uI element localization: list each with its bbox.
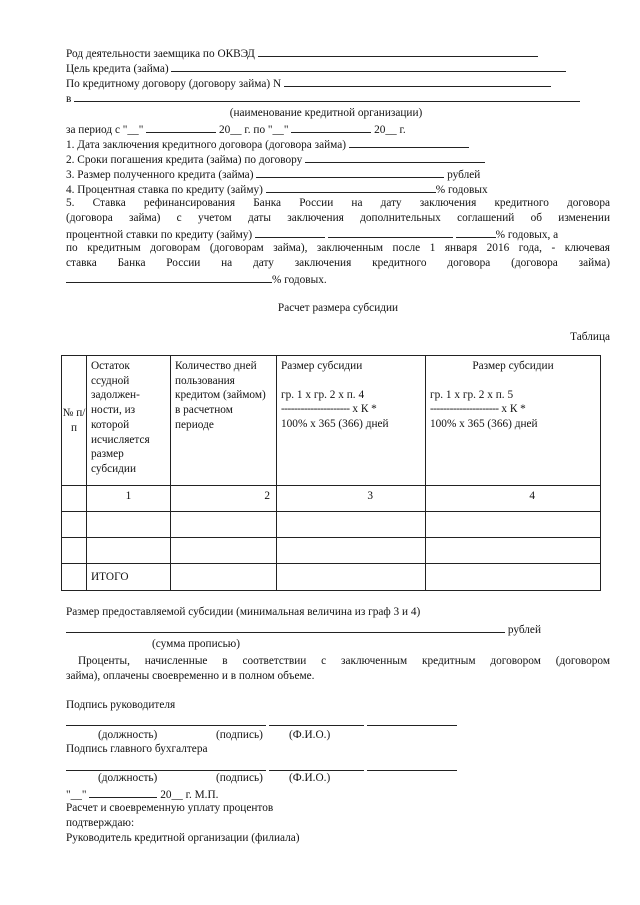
table-header-row: [62, 356, 601, 486]
table-row: [62, 512, 601, 538]
table-cell: [62, 564, 87, 591]
head-position-caption: (должность): [98, 729, 158, 741]
header-balance: Остаток ссудной задолжен-ности, из которой исчисляется размер субсидии: [87, 356, 171, 486]
acc-fio-caption: (Ф.И.О.): [289, 772, 331, 784]
contract-field[interactable]: [284, 75, 551, 87]
table-cell[interactable]: [87, 538, 171, 564]
okved-label: Род деятельности заемщика по ОКВЭД: [66, 48, 255, 60]
org-caption: (наименование кредитной организации): [229, 107, 423, 119]
sign-head-label: Подпись руководителя: [66, 699, 176, 711]
item-4-unit: % годовых: [435, 184, 488, 196]
header-subsidy-2-dashes: ---------------------: [430, 403, 499, 416]
period-end-label: 20__ г.: [374, 124, 406, 136]
item-5-key-rate-field[interactable]: [66, 271, 272, 283]
item-5-rate-unit: % годовых, а: [495, 229, 559, 241]
okved-field[interactable]: [258, 45, 538, 57]
header-days: Количество дней пользования кредитом (займом) в расчетном периоде: [171, 356, 277, 486]
header-subsidy-1-title: Размер субсидии: [281, 360, 363, 372]
header-subsidy-1-denom: 100% x 365 (366) дней: [281, 418, 389, 431]
amount-label: Размер предоставляемой субсидии (минимальная величина из граф 3 и 4): [66, 606, 421, 618]
date-month-field[interactable]: [89, 786, 157, 798]
item-2-field[interactable]: [305, 151, 485, 163]
purpose-field[interactable]: [171, 60, 566, 72]
table-cell[interactable]: [62, 538, 87, 564]
period-to-label: 20__ г. по "__": [218, 124, 289, 136]
acc-position-field[interactable]: [66, 759, 266, 771]
acc-signature-field[interactable]: [269, 759, 364, 771]
header-subsidy-1-dashes: ---------------------: [281, 403, 350, 416]
colnum-4: 4: [426, 486, 601, 512]
acc-position-caption: (должность): [98, 772, 158, 784]
org-field[interactable]: [74, 90, 580, 102]
period-from-label: за период с "__": [66, 124, 144, 136]
item-5-line-2: (договора займа) с учетом даты заключения дополнительных соглашений об изменении: [66, 212, 610, 224]
org-in-label: в: [66, 93, 72, 105]
header-no: № п/п: [62, 356, 87, 486]
item-5-line-4: по кредитным договорам (договорам займа), заключенным после 1 января 2016 года, - ключевая: [66, 242, 610, 254]
item-5-line-1: 5. Ставка рефинансирования Банка России на дату заключения кредитного договора: [66, 197, 610, 209]
purpose-label: Цель кредита (займа): [66, 63, 169, 75]
colnum-1: 1: [87, 486, 171, 512]
acc-fio-field[interactable]: [367, 759, 457, 771]
colnum-2: 2: [171, 486, 277, 512]
item-5-field-b[interactable]: [328, 226, 453, 238]
table-cell[interactable]: [277, 538, 426, 564]
head-signature-field[interactable]: [269, 714, 364, 726]
table-cell[interactable]: [426, 538, 601, 564]
table-row: [62, 538, 601, 564]
head-signature-caption: (подпись): [216, 729, 263, 741]
item-5-rate-label: процентной ставки по кредиту (займу): [66, 229, 253, 241]
colnum-empty: [62, 486, 87, 512]
item-5-key-rate-unit: % годовых.: [272, 274, 327, 286]
item-3-field[interactable]: [256, 166, 444, 178]
calc-title: Расчет размера субсидии: [277, 302, 399, 314]
contract-label: По кредитному договору (договору займа) N: [66, 78, 282, 90]
amount-field[interactable]: [66, 621, 505, 633]
head-org-label: Руководитель кредитной организации (филиала): [66, 832, 300, 844]
confirm-line-1: Расчет и своевременную уплату процентов: [66, 802, 274, 814]
subsidy-table: [61, 355, 601, 591]
item-4-field[interactable]: [266, 181, 436, 193]
interest-line-1: Проценты, начисленные в соответствии с заключенным кредитным договором (договором: [78, 655, 610, 667]
amount-line: [66, 621, 541, 638]
org-line: [66, 90, 580, 107]
head-fio-field[interactable]: [367, 714, 457, 726]
item-5-line-5: ставка Банка России на дату заключения кредитного договора (договора займа): [66, 257, 610, 269]
date-day-label: "__": [66, 789, 87, 801]
period-to-field[interactable]: [291, 121, 371, 133]
table-cell[interactable]: [277, 512, 426, 538]
amount-unit: рублей: [507, 624, 541, 636]
table-cell[interactable]: [277, 564, 426, 591]
header-subsidy-1-k: x К *: [352, 403, 377, 416]
item-2-label: 2. Сроки погашения кредита (займа) по договору: [66, 154, 303, 166]
table-cell[interactable]: [87, 512, 171, 538]
item-1-label: 1. Дата заключения кредитного договора (договора займа): [66, 139, 347, 151]
head-fio-caption: (Ф.И.О.): [289, 729, 331, 741]
sign-acc-label: Подпись главного бухгалтера: [66, 743, 208, 755]
amount-words-caption: (сумма прописью): [152, 638, 240, 650]
total-label: ИТОГО: [87, 564, 171, 591]
item-5-field-a[interactable]: [255, 226, 325, 238]
table-cell[interactable]: [171, 564, 277, 591]
table-cell[interactable]: [171, 538, 277, 564]
header-subsidy-2-formula: гр. 1 x гр. 2 x п. 5: [430, 388, 514, 401]
table-label: Таблица: [570, 331, 610, 343]
period-from-field[interactable]: [146, 121, 216, 133]
interest-line-2: займа), оплачены своевременно и в полном объеме.: [66, 670, 315, 682]
item-4-label: 4. Процентная ставка по кредиту (займу): [66, 184, 263, 196]
table-cell[interactable]: [171, 512, 277, 538]
item-5-field-c[interactable]: [456, 226, 496, 238]
item-3-label: 3. Размер полученного кредита (займа): [66, 169, 254, 181]
header-subsidy-2-k: x К *: [501, 403, 526, 416]
table-cell[interactable]: [426, 512, 601, 538]
colnum-3: 3: [277, 486, 426, 512]
header-subsidy-2: [426, 356, 601, 486]
header-subsidy-1-formula: гр. 1 x гр. 2 x п. 4: [281, 388, 365, 401]
table-colnum-row: [62, 486, 601, 512]
item-3-unit: рублей: [447, 169, 481, 181]
header-subsidy-1: [277, 356, 426, 486]
item-1-field[interactable]: [349, 136, 469, 148]
date-year-label: 20__ г. М.П.: [160, 789, 219, 801]
table-cell[interactable]: [62, 512, 87, 538]
header-subsidy-2-denom: 100% x 365 (366) дней: [430, 418, 538, 431]
head-position-field[interactable]: [66, 714, 266, 726]
table-cell[interactable]: [426, 564, 601, 591]
item-5-line-6: [66, 271, 327, 288]
acc-signature-caption: (подпись): [216, 772, 263, 784]
table-total-row: [62, 564, 601, 591]
header-subsidy-2-title: Размер субсидии: [472, 360, 554, 372]
confirm-line-2: подтверждаю:: [66, 817, 135, 829]
